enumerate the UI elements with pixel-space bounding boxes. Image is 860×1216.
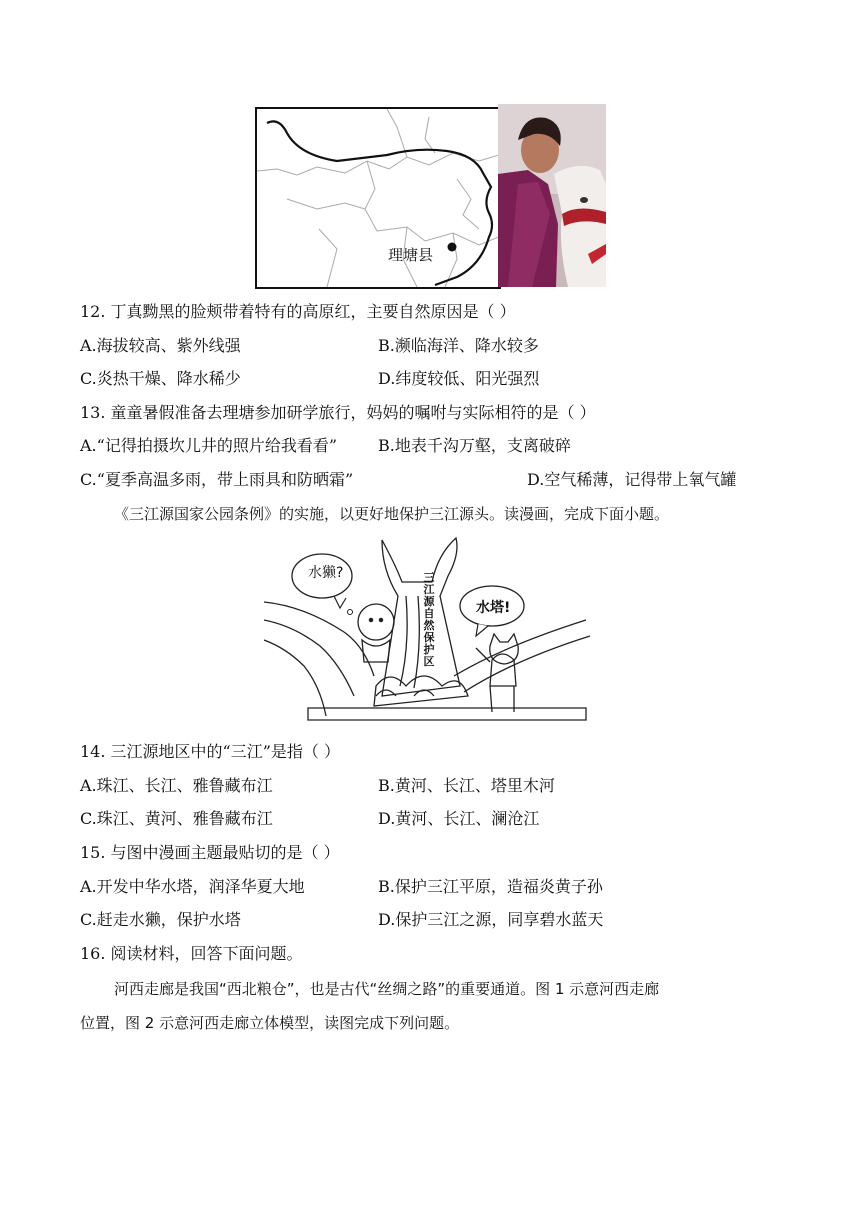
- q12-option-a: A.海拔较高、紫外线强: [80, 336, 241, 355]
- litang-county-label: 理塘县: [388, 246, 434, 264]
- q14-option-c: C.珠江、黄河、雅鲁藏布江: [80, 809, 273, 828]
- q13-stem: 13. 童童暑假准备去理塘参加研学旅行，妈妈的嘱咐与实际相符的是（ ）: [80, 403, 596, 422]
- map-lines: [257, 109, 499, 287]
- monument-inscription: [422, 572, 436, 668]
- q16-material-line-1: 河西走廊是我国“西北粮仓”，也是古代“丝绸之路”的重要通道。图 1 示意河西走廊: [114, 980, 660, 998]
- q14-option-a: A.珠江、长江、雅鲁藏布江: [80, 776, 273, 795]
- q12-option-b: B.濒临海洋、降水较多: [378, 336, 539, 355]
- monument-char: 保: [423, 631, 435, 644]
- q13-option-c: C.“夏季高温多雨，带上雨具和防晒霜”: [80, 470, 354, 489]
- dingzhen-photo: [498, 104, 606, 287]
- tibet-plateau-map: [255, 107, 501, 289]
- q16-material-line-2: 位置，图 2 示意河西走廊立体模型，读图完成下列问题。: [80, 1014, 460, 1032]
- q12-option-c: C.炎热干燥、降水稀少: [80, 369, 241, 388]
- q13-option-b: B.地表千沟万壑，支离破碎: [378, 436, 571, 455]
- monument-char: 三: [423, 571, 435, 584]
- q15-stem: 15. 与图中漫画主题最贴切的是（ ）: [80, 843, 340, 862]
- monument-char: 然: [423, 619, 435, 632]
- monument-char: 区: [423, 655, 435, 668]
- monument-char: 自: [423, 607, 435, 620]
- q15-option-b: B.保护三江平原，造福炎黄子孙: [378, 877, 603, 896]
- q13-option-a: A.“记得拍摄坎儿井的照片给我看看”: [80, 436, 338, 455]
- q14-option-d: D.黄河、长江、澜沧江: [378, 809, 540, 828]
- q12-stem: 12. 丁真黝黑的脸颊带着特有的高原红，主要自然原因是（ ）: [80, 302, 516, 321]
- q13-option-d: D.空气稀薄，记得带上氧气罐: [527, 470, 737, 489]
- q14-option-b: B.黄河、长江、塔里木河: [378, 776, 555, 795]
- q15-option-c: C.赶走水獭，保护水塔: [80, 910, 241, 929]
- comic-bubble-otter: 水獭?: [308, 565, 344, 581]
- monument-char: 护: [423, 643, 435, 656]
- comic-intro: 《三江源国家公园条例》的实施，以更好地保护三江源头。读漫画，完成下面小题。: [114, 505, 670, 523]
- q15-option-a: A.开发中华水塔，润泽华夏大地: [80, 877, 305, 896]
- sanjiangyuan-comic: [264, 536, 594, 728]
- q15-option-d: D.保护三江之源，同享碧水蓝天: [378, 910, 604, 929]
- q16-stem: 16. 阅读材料，回答下面问题。: [80, 944, 303, 963]
- monument-char: 源: [423, 595, 435, 608]
- comic-bubble-water-tower: 水塔!: [476, 600, 511, 616]
- q12-option-d: D.纬度较低、阳光强烈: [378, 369, 540, 388]
- q14-stem: 14. 三江源地区中的“三江”是指（ ）: [80, 742, 340, 761]
- monument-char: 江: [423, 583, 435, 596]
